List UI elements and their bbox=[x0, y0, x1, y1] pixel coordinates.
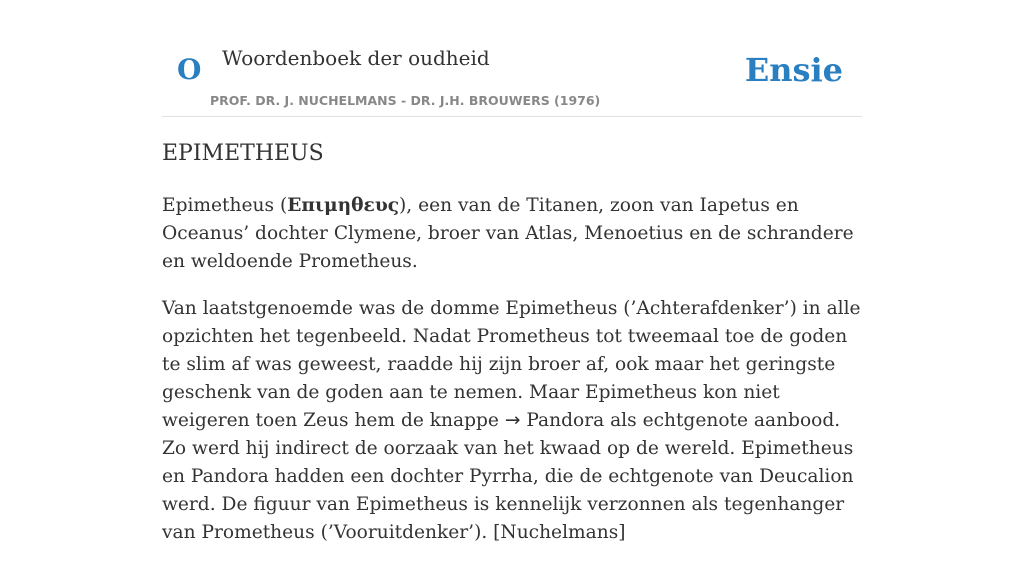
book-title[interactable]: Woordenboek der oudheid bbox=[222, 46, 490, 70]
book-authors: PROF. DR. J. NUCHELMANS - DR. J.H. BROUWERS (1976) bbox=[210, 93, 601, 108]
open-paren: ( bbox=[274, 195, 288, 216]
ensie-logo[interactable]: Ensie bbox=[744, 51, 843, 89]
greek-name: Επιμηθευς bbox=[287, 195, 400, 216]
paragraph-2-text-a: Van laatstgenoemde was de domme Epimetheus (’Achterafdenker’) in alle opzichten het tegenbeeld. Nadat Prometheus tot tweemaal toe de goden te slim af was geweest, raadde hij zijn broer af, ook maar het geringste geschenk van de goden aan te nemen. Maar Epimetheus kon niet weigeren toen Zeus hem de knappe bbox=[162, 298, 861, 431]
pandora-link[interactable]: Pandora bbox=[526, 410, 605, 431]
entry-content bbox=[162, 192, 864, 566]
paragraph-2-text-b: als echtgenote aanbood. Zo werd hij indirect de oorzaak van het kwaad op de wereld. Epimetheus en Pandora hadden een dochter Pyrrha, die de echtgenote van Deucalion werd. De figuur van Epimetheus is kennelijk verzonnen als tegenhanger van Prometheus (’Vooruitdenker’). bbox=[162, 410, 854, 543]
paragraph-1-text: ), een van de Titanen, zoon van Iapetus en Oceanus’ dochter Clymene, broer van Atlas, Menoetius en de schrandere en weldoende Prometheus. bbox=[162, 195, 854, 272]
page-header bbox=[162, 0, 862, 117]
book-logo-letter[interactable]: O bbox=[177, 53, 202, 86]
entry-paragraph-1 bbox=[162, 192, 864, 276]
entry-title: EPIMETHEUS bbox=[162, 141, 324, 166]
entry-name: Epimetheus bbox=[162, 195, 275, 216]
author-reference-link[interactable]: [Nuchelmans] bbox=[493, 522, 626, 543]
entry-paragraph-2 bbox=[162, 295, 864, 547]
cross-reference-arrow-icon: → bbox=[504, 410, 521, 431]
